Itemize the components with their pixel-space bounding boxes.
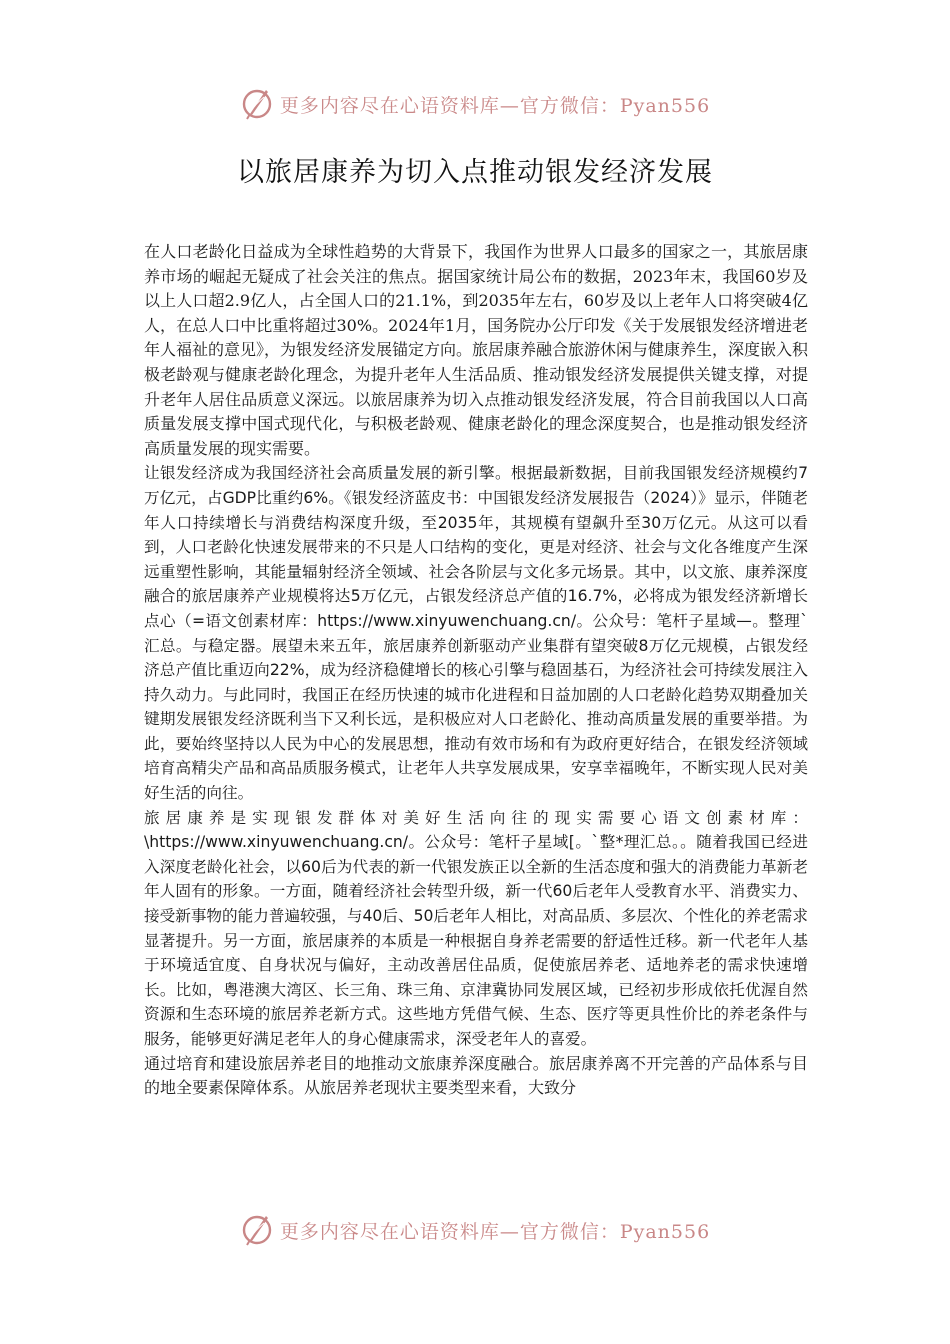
paragraph-3: 旅居康养是实现银发群体对美好生活向往的现实需要心语文创素材库：\https://www.xinyuwenchuang.cn/。公众号：笔杆子星域[。`整*理汇总。。随着我国已经进入深度老龄化社会，以60后为代表的新一代银发族正以全新的生活态度和强大的消费能力革新老年人固有的形象。一方面，随着经济社会转型升级，新一代60后老年人受教育水平、消费实力、接受新事物的能力普遍较强，与40后、50后老年人相比，对高品质、多层次、个性化的养老需求显著提升。另一方面，旅居康养的本质是一种根据自身养老需要的舒适性迁移。新一代老年人基于环境适宜度、自身状况与偏好，主动改善居住品质，促使旅居养老、适地养老的需求快速增长。比如，粤港澳大湾区、长三角、珠三角、京津冀协同发展区域，已经初步形成依托优渥自然资源和生态环境的旅居养老新方式。这些地方凭借气候、生态、医疗等更具性价比的养老条件与服务，能够更好满足老年人的身心健康需求，深受老年人的喜爱。 <box>144 808 808 1048</box>
watermark-text: 更多内容尽在心语资料库—官方微信：Pyan556 <box>279 1220 711 1243</box>
paragraph-1: 在人口老龄化日益成为全球性趋势的大背景下，我国作为世界人口最多的国家之一，其旅居康养市场的崛起无疑成了社会关注的焦点。据国家统计局公布的数据，2023年末，我国60岁及以上人口超2.9亿人，占全国人口的21.1%，到2035年左右，60岁及以上老年人口将突破4亿人，在总人口中比重将超过30%。2024年1月，国务院办公厅印发《关于发展银发经济增进老年人福祉的意见》，为银发经济发展锚定方向。旅居康养融合旅游休闲与健康养生，深度嵌入积极老龄观与健康老龄化理念，为提升老年人生活品质、推动银发经济发展提供关键支撑，对提升老年人居住品质意义深远。以旅居康养为切入点推动银发经济发展，符合目前我国以人口高质量发展支撑中国式现代化，与积极老龄观、健康老龄化的理念深度契合，也是推动银发经济高质量发展的现实需要。 <box>144 242 809 458</box>
page-title: 以旅居康养为切入点推动银发经济发展 <box>237 157 713 188</box>
article-body <box>144 240 808 1101</box>
watermark-text: 更多内容尽在心语资料库—官方微信：Pyan556 <box>279 94 711 117</box>
footer-watermark <box>0 1210 950 1250</box>
quill-pen-logo-icon <box>240 1213 274 1247</box>
paragraph-2: 让银发经济成为我国经济社会高质量发展的新引擎。根据最新数据，目前我国银发经济规模约7万亿元，占GDP比重约6%。《银发经济蓝皮书：中国银发经济发展报告（2024）》显示，伴随老年人口持续增长与消费结构深度升级，至2035年，其规模有望飙升至30万亿元。从这可以看到，人口老龄化快速发展带来的不只是人口结构的变化，更是对经济、社会与文化各维度产生深远重塑性影响，其能量辐射经济全领域、社会各阶层与文化多元场景。其中，以文旅、康养深度融合的旅居康养产业规模将达5万亿元，占银发经济总产值的16.7%，必将成为银发经济新增长点心（=语文创素材库：https://www.xinyuwenchuang.cn/。公众号：笔杆子星域—。整理`汇总。与稳定器。展望未来五年，旅居康养创新驱动产业集群有望突破8万亿元规模，占银发经济总产值比重迈向22%，成为经济稳健增长的核心引擎与稳固基石，为经济社会可持续发展注入持久动力。与此同时，我国正在经历快速的城市化进程和日益加剧的人口老龄化趋势双期叠加关键期发展银发经济既利当下又利长远，是积极应对人口老龄化、推动高质量发展的重要举措。为此，要始终坚持以人民为中心的发展思想，推动有效市场和有为政府更好结合，在银发经济领域培育高精尖产品和高品质服务模式，让老年人共享发展成果，安享幸福晚年，不断实现人民对美好生活的向往。 <box>144 464 808 803</box>
paragraph-4: 通过培育和建设旅居养老目的地推动文旅康养深度融合。旅居康养离不开完善的产品体系与目的地全要素保障体系。从旅居养老现状主要类型来看，大致分 <box>144 1053 808 1098</box>
header-watermark <box>0 84 950 124</box>
quill-pen-logo-icon <box>240 87 274 121</box>
